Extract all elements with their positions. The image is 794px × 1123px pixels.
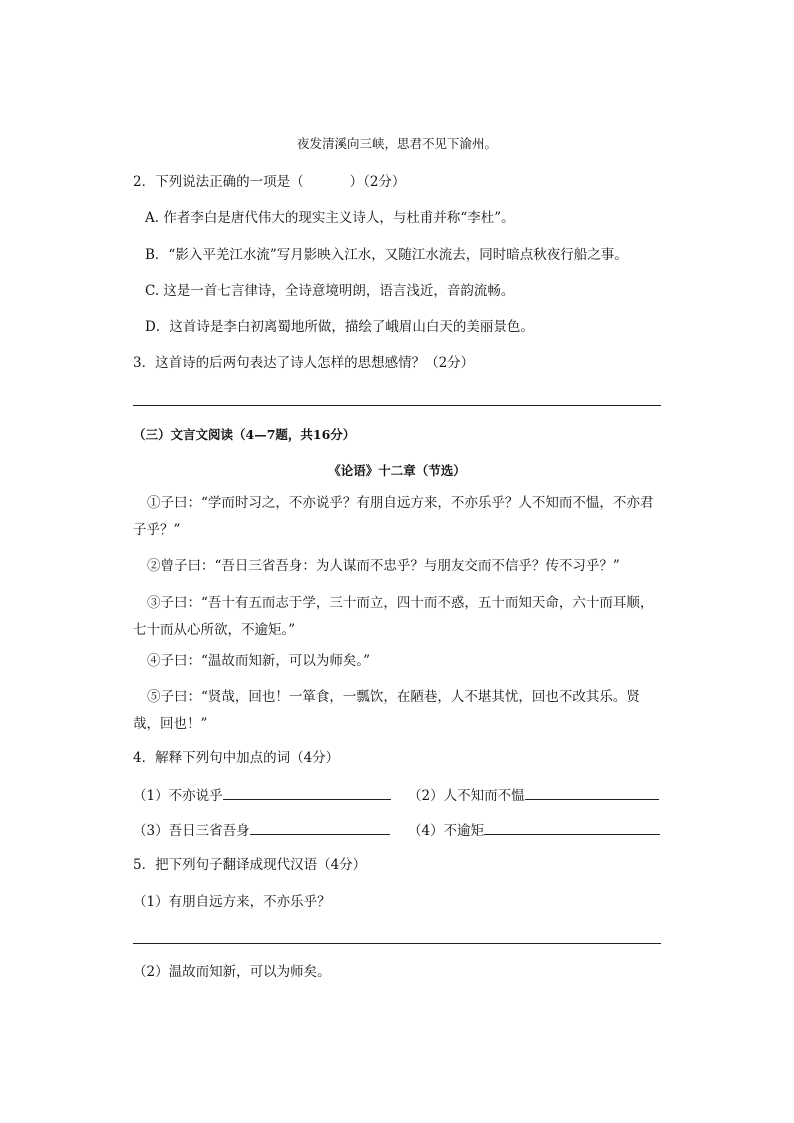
passage-3: ③子曰：“吾十有五而志于学，三十而立，四十而不惑，五十而知天命，六十而耳顺，七十而从心所欲，不逾矩。” (133, 595, 654, 638)
question-4-stem: 4．解释下列句中加点的词（4分） (133, 750, 340, 766)
option-d: D．这首诗是李白初离蜀地所做，描绘了峨眉山白天的美丽景色。 (145, 319, 534, 335)
option-a: A. 作者李白是唐代伟大的现实主义诗人，与杜甫并称“李杜”。 (145, 210, 515, 226)
answer-line-q3[interactable] (133, 405, 661, 406)
passage-4: ④子曰：“温故而知新，可以为师矣。” (147, 653, 371, 669)
option-c: C. 这是一首七言律诗，全诗意境明朗，语言浅近，音韵流畅。 (145, 283, 515, 299)
q4-item-2-label: （2）人不知而不愠 (408, 788, 525, 804)
q5-item-1: （1）有朋自远方来，不亦乐乎？ (133, 894, 331, 910)
q4-item-3 (133, 819, 390, 841)
q4-item-2 (408, 784, 659, 806)
option-b: B．“影入平羌江水流”写月影映入江水，又随江水流去，同时暗点秋夜行船之事。 (145, 247, 628, 263)
question-2-stem-end: ）（2分） (349, 174, 406, 190)
question-5-stem: 5．把下列句子翻译成现代汉语（4分） (133, 857, 367, 873)
q4-item-4-label: （4）不逾矩 (408, 823, 485, 839)
q4-item-3-label: （3）吾日三省吾身 (133, 823, 250, 839)
q4-item-4 (408, 819, 660, 841)
q4-item-1 (133, 784, 391, 806)
answer-line-q5-1[interactable] (133, 943, 661, 944)
passage-1: ①子曰：“学而时习之，不亦说乎？有朋自远方来，不亦乐乎？人不知而不愠，不亦君子乎？” (133, 495, 654, 538)
q4-answer-blank-1[interactable] (223, 784, 391, 800)
section-3-title: （三）文言文阅读（4—7题，共16分） (133, 427, 356, 442)
passage-2: ②曾子曰：“吾日三省吾身：为人谋而不忠乎？与朋友交而不信乎？传不习乎？” (147, 558, 620, 574)
question-2-stem-start: 2．下列说法正确的一项是（ (133, 174, 304, 190)
question-2-stem (133, 172, 405, 192)
poem-line: 夜发清溪向三峡，思君不见下渝州。 (296, 136, 497, 151)
q5-item-2: （2）温故而知新，可以为师矣。 (133, 964, 331, 980)
q4-answer-blank-3[interactable] (250, 819, 390, 835)
q4-answer-blank-4[interactable] (484, 819, 660, 835)
q4-answer-blank-2[interactable] (525, 784, 659, 800)
text-title: 《论语》十二章（节选） (328, 463, 466, 478)
question-3: 3．这首诗的后两句表达了诗人怎样的思想感情？（2分） (133, 355, 475, 371)
passage-5: ⑤子曰：“贤哉，回也！一箪食，一瓢饮，在陋巷，人不堪其忧，回也不改其乐。贤哉，回也！” (133, 689, 640, 732)
q4-item-1-label: （1）不亦说乎 (133, 788, 223, 804)
